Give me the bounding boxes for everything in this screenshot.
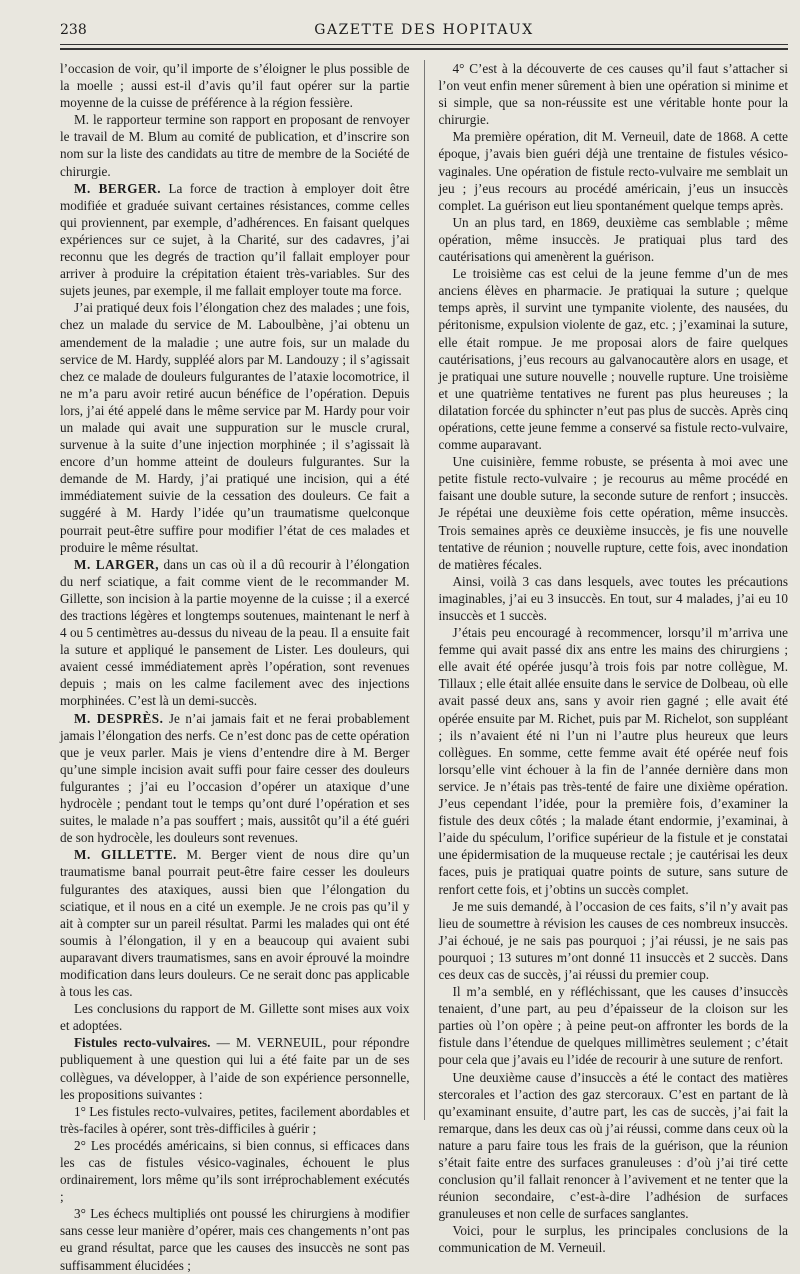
paragraph <box>439 983 789 1068</box>
paragraph <box>60 710 410 847</box>
speaker-name: M. GILLETTE. <box>74 847 177 863</box>
page-number: 238 <box>60 22 87 38</box>
paragraph <box>60 180 410 300</box>
paragraph <box>439 624 789 898</box>
paragraph <box>60 1137 410 1205</box>
left-column <box>60 60 410 1273</box>
paragraph <box>439 573 789 624</box>
paragraph-text: Je n’ai jamais fait et ne ferai probablement jamais l’élongation des nerfs. Ce n’est donc pas de cette opération que je veux parler. Mais je viens d’entendre dire à M. Berger qu’une simple incision avait suffi pour faire cesser des douleurs fulgurantes ; j’ai eu l’occasion d’opérer un ataxique d’une hydrocèle ; pendant tout le temps qu’ont duré l’opération et ses suites, le malade n’a pas souffert ; mais, aussitôt qu’il a été guéri de son hydrocèle, les douleurs sont revenues. <box>60 710 410 846</box>
paragraph-text: Les conclusions du rapport de M. Gillette sont mises aux voix et adoptées. <box>60 1001 410 1034</box>
paragraph <box>60 299 410 555</box>
paragraph-text: J’étais peu encouragé à recommencer, lorsqu’il m’arriva une femme qui avait passé dix ans entre les mains des chirurgiens ; elle avait été opérée jusqu’à trois fois par notre collègue, M. Tillaux ; elle était allée ensuite dans le service de Dolbeau, où elle avait passé deux ans, sans y avoir rien gagné ; elle avait été opérée ensuite par M. Richet, puis par M. Richelot, son suppléant ; ils n’avaient été ni l’un ni l’autre plus heureux que leurs collègues. En somme, cette femme avait été opérée neuf fois lorsqu’elle vint échouer à la fin de l’année dernière dans mon service. Je n’étais pas très-tenté de faire une dixième opération. J’eus cependant l’idée, pour la première fois, d’examiner la fistule des deux côtés ; la malade étant endormie, j’examinai, à l’aide du spéculum, l’orifice supérieur de la fistule et je constatai une épidermisation de la muqueuse rectale ; je cautérisai les deux faces, puis je pratiquai quatre points de suture, sans suture de renfort cette fois, et j’obtins un succès complet. <box>438 625 789 897</box>
paragraph-text: M. Berger vient de nous dire qu’un traumatisme banal pourrait peut-être faire cesser les douleurs fulgurantes des ataxiques, aussi bien que l’élongation du sciatique, et il nous en a cité un exemple. Je ne crois pas qu’il y ait à compter sur un pareil résultat. Parmi les malades qui ont été soumis à l’élongation, il y en a beaucoup qui avaient subi auparavant divers traumatismes, sans en avoir éprouvé la moindre modification dans leurs douleurs. Ce ne serait donc pas applicable à tous les cas. <box>60 847 410 1000</box>
paragraph-text: Ainsi, voilà 3 cas dans lesquels, avec toutes les précautions imaginables, j’ai eu 3 insuccès. En tout, sur 4 malades, j’ai eu 10 insuccès et 1 succès. <box>438 573 789 623</box>
header-rule-thick <box>60 48 788 50</box>
paragraph <box>60 1034 410 1102</box>
paragraph-text: Voici, pour le surplus, les principales conclusions de la communication de M. Verneuil. <box>438 1223 789 1256</box>
paragraph-text: Un an plus tard, en 1869, deuxième cas semblable ; même opération, même insuccès. Je pratiquai plus tard des cautérisations qui amenèrent la guérison. <box>438 214 789 265</box>
paragraph-text: — M. VERNEUIL, pour répondre publiquement à une question qui lui a été faite par un de ses collègues, va développer, à l’aide de son expérience personnelle, les propositions suivantes : <box>60 1035 410 1102</box>
paragraph-text: La force de traction à employer doit être modifiée et graduée suivant certaines résistances, comme celles qui proviennent, par exemple, d’adhérences. En faisant quelques expériences sur ce sujet, à la Charité, sur des cadavres, j’ai reconnu que les degrés de traction qu’il fallait employer pour arriver à produire la crépitation étaient très-variables. Sur des sujets jeunes, par exemple, il me fallait employer toute ma force. <box>60 180 410 299</box>
paragraph <box>439 128 789 213</box>
paragraph-text: Une deuxième cause d’insuccès a été le contact des matières stercorales et l’action des gaz stercoraux. C’est en partant de là qu’examinant ensuite, d’autre part, les cas de succès, j’ai fait la remarque, dans les deux cas où j’ai réussi, comme dans ceux où la nature a paru faire tous les frais de la guérison, que la réunion s’était faite entre des surfaces granuleuses : d’où j’ai tiré cette conclusion qu’il fallait renoncer à l’avivement et ne tenter que la réunion secondaire, c’est-à-dire l’adhésion de surfaces granuleuses et non celle de surfaces sanglantes. <box>438 1069 789 1222</box>
paragraph-text: Le troisième cas est celui de la jeune femme d’un de mes anciens élèves en pharmacie. Je pratiquai la suture ; quelque temps après, il survint une tympanite violente, des nausées, du péritonisme, expulsion violente de gaz, etc. ; j’examinai la suture, elle était rompue. Je me proposai alors de faire quelques cautérisations, j’eus recours au galvanocautère alors en usage, et je pratiquai une suture nouvelle ; nouvelle rupture. Une troisième et une quatrième tentatives ne furent pas plus heureuses ; la dilatation forcée du sphincter n’eut pas plus de succès. Après cinq opérations, cette jeune femme a conservé sa fistule recto-vulvaire, comme auparavant. <box>438 266 789 453</box>
paragraph <box>60 111 410 179</box>
paragraph <box>439 60 789 128</box>
paragraph-text: Ma première opération, dit M. Verneuil, date de 1868. A cette époque, j’avais bien guéri déjà une trentaine de fistules vésico-vaginales. Une opération de fistule recto-vulvaire me semblait un jeu ; j’eus recours au procédé américain, j’eus un insuccès complet. La guérison eut lieu spontanément quelque temps après. <box>438 129 789 213</box>
speaker-name: M. LARGER, <box>74 556 160 572</box>
paragraph-text: 1° Les fistules recto-vulvaires, petites, facilement abordables et très-faciles à opérer, sont très-difficiles à guérir ; <box>60 1103 410 1136</box>
right-column <box>438 60 789 1256</box>
header-rule-thin <box>60 44 788 45</box>
paragraph <box>60 60 410 111</box>
running-title: GAZETTE DES HOPITAUX <box>314 22 534 38</box>
paragraph-text: Une cuisinière, femme robuste, se présenta à moi avec une petite fistule recto-vulvaire ; je recourus au même procédé en faisant une double suture, la seconde suture de renfort ; insuccès. Je répétai une deuxième fois cette opération, même insuccès. Trois semaines après ce deuxième insuccès, je fis une nouvelle tentative de réunion ; nouvelle rupture, cette fois, avec inondation de matières fécales. <box>438 454 789 572</box>
paragraph <box>439 265 789 453</box>
paragraph <box>60 1103 410 1137</box>
paragraph <box>60 1000 410 1034</box>
paragraph <box>60 556 410 710</box>
paragraph <box>439 1222 789 1256</box>
paragraph <box>439 898 789 983</box>
column-divider <box>424 60 425 1120</box>
paragraph-text: dans un cas où il a dû recourir à l’élongation du nerf sciatique, a fait comme vient de le recommander M. Gillette, son incision à la partie moyenne de la cuisse ; il a exercé des tractions légères et longtemps soutenues, maintenant le nerf à 4 ou 5 centimètres au-dessus du niveau de la peau. Il a ensuite fait la suture et appliqué le pansement de Lister. Les douleurs, qui avaient cessé immédiatement après l’opération, sont revenues depuis ; mais on les calme facilement avec des injections morphinées. C’est là un demi-succès. <box>60 556 410 709</box>
paragraph <box>60 846 410 1000</box>
paragraph-text: 2° Les procédés américains, si bien connus, si efficaces dans les cas de fistules vésico-vaginales, échouent le plus ordinairement, lors même qu’ils sont irréprochablement exécutés ; <box>60 1137 410 1205</box>
paragraph-text: 4° C’est à la découverte de ces causes qu’il faut s’attacher si l’on veut enfin mener sûrement à bien une opération si minime et si simple, que sa non-réussite est une véritable honte pour la chirurgie. <box>438 61 789 128</box>
paragraph-text: 3° Les échecs multipliés ont poussé les chirurgiens à modifier sans cesse leur manière d’opérer, mais ces changements n’ont pas eu grand résultat, parce que les causes des insuccès ne sont pas suffisamment élucidées ; <box>60 1206 410 1273</box>
page-header <box>60 22 788 42</box>
section-title: Fistules recto-vulvaires. <box>74 1035 211 1051</box>
text-columns <box>60 60 789 1273</box>
paragraph <box>439 214 789 265</box>
paragraph-text: Il m’a semblé, en y réfléchissant, que les causes d’insuccès tenaient, d’une part, au peu d’épaisseur de la cloison sur les parties où l’on opère ; à peine peut-on affronter les bords de la fistule dans l’étendue de quelques millimètres seulement ; c’était pour cela que j’avais eu l’idée de recourir à une suture de renfort. <box>438 984 789 1068</box>
speaker-name: M. BERGER. <box>74 180 162 196</box>
paragraph-text: Je me suis demandé, à l’occasion de ces faits, s’il n’y avait pas lieu de soumettre à révision les causes de ces nombreux insuccès. J’ai échoué, je ne sais pas pourquoi ; j’ai réussi, je ne sais pas pourquoi ; 13 sutures m’ont donné 11 insuccès et 2 succès. Dans ces deux cas de succès, j’ai réussi du premier coup. <box>438 898 789 982</box>
paragraph-text: J’ai pratiqué deux fois l’élongation chez des malades ; une fois, chez un malade du service de M. Laboulbène, j’ai obtenu un amendement de la maladie ; une autre fois, sur un malade du service de M. Hardy, suppléé alors par M. Landouzy ; il s’agissait chez ce malade de douleurs fulgurantes de l’ataxie locomotrice, il ne m’a paru avoir retiré aucun bénéfice de l’opération. Depuis lors, j’ai été appelé dans le même service par M. Hardy pour voir un malade qui avait une suppuration sur le muscle crural, survenue à la suite d’une injection morphinée ; il s’agissait là encore d’un homme atteint de douleurs fulgurantes. Sur la demande de M. Hardy, j’ai pratiqué une incision, qui a été immédiatement suivie de la cessation des douleurs. Ce fait a suggéré à M. Hardy l’idée qu’un traumatisme quelconque pourrait peut-être suffire pour modifier l’état de ces malades et produire le même résultat. <box>60 300 410 555</box>
paragraph <box>60 1205 410 1273</box>
speaker-name: M. DESPRÈS. <box>74 710 164 726</box>
paragraph <box>439 453 789 573</box>
paragraph-text: M. le rapporteur termine son rapport en proposant de renvoyer le travail de M. Blum au comité de publication, et d’inscrire son nom sur la liste des candidats au titre de membre de la Société de chirurgie. <box>60 112 410 179</box>
paragraph-text: l’occasion de voir, qu’il importe de s’éloigner le plus possible de la moelle ; aussi est-il d’avis qu’il faut opérer sur la partie moyenne de la cuisse de préférence à la région fessière. <box>60 61 410 111</box>
paragraph <box>439 1069 789 1223</box>
